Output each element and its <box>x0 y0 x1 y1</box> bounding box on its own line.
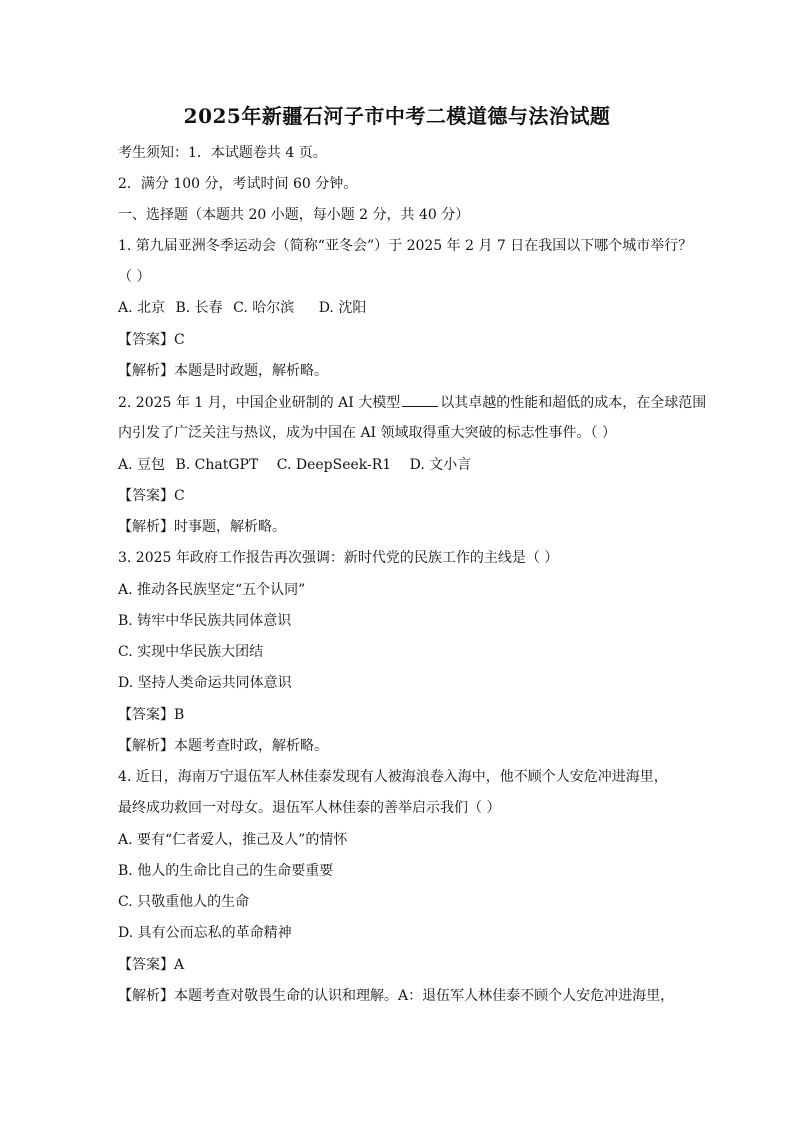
question-3-option-b: B. 铸牢中华民族共同体意识 <box>118 613 292 629</box>
question-4-analysis: 【解析】本题考查对敬畏生命的认识和理解。A：退伍军人林佳泰不顾个人安危冲进海里， <box>118 988 675 1004</box>
question-4-option-b: B. 他人的生命比自己的生命要重要 <box>118 863 334 879</box>
option-d: D. 文小言 <box>409 457 472 473</box>
question-3-option-d: D. 坚持人类命运共同体意识 <box>118 675 292 691</box>
option-a: A. 北京 <box>118 300 166 316</box>
question-3-analysis: 【解析】本题考查时政，解析略。 <box>118 738 328 754</box>
fill-blank <box>402 392 438 407</box>
question-4-option-a: A. 要有“仁者爱人，推己及人”的情怀 <box>118 832 348 848</box>
question-3-answer: 【答案】B <box>118 707 185 723</box>
question-3-stem: 3. 2025 年政府工作报告再次强调：新时代党的民族工作的主线是（ ） <box>118 550 559 566</box>
option-a: A. 豆包 <box>118 457 166 473</box>
question-1-analysis: 【解析】本题是时政题，解析略。 <box>118 363 328 379</box>
question-2-stem-line-2: 内引发了广泛关注与热议，成为中国在 AI 领域取得重大突破的标志性事件。（ ） <box>118 425 616 441</box>
document-title: 2025年新疆石河子市中考二模道德与法治试题 <box>183 104 611 128</box>
question-2-analysis: 【解析】时事题，解析略。 <box>118 519 286 535</box>
question-1-stem: 1. 第九届亚洲冬季运动会（简称“亚冬会”）于 2025 年 2 月 7 日在我国以下哪个城市举行？ <box>118 238 693 254</box>
question-4-answer: 【答案】A <box>118 957 185 973</box>
question-2-answer: 【答案】C <box>118 488 185 504</box>
question-4-option-d: D. 具有公而忘私的革命精神 <box>118 925 292 941</box>
question-2-stem-part-a: 2. 2025 年 1 月，中国企业研制的 AI 大模型 <box>118 395 401 411</box>
question-2-stem-part-b: 以其卓越的性能和超低的成本，在全球范围 <box>440 395 707 411</box>
question-1-stem-bracket: （ ） <box>118 269 151 285</box>
question-1-options <box>118 298 698 318</box>
question-2-stem <box>118 392 707 413</box>
section-heading: 一、选择题（本题共 20 小题，每小题 2 分，共 40 分） <box>118 207 470 223</box>
question-3-option-a: A. 推动各民族坚定“五个认同” <box>118 582 306 598</box>
question-4-stem: 4. 近日，海南万宁退伍军人林佳泰发现有人被海浪卷入海中，他不顾个人安危冲进海里， <box>118 769 668 785</box>
option-d: D. 沈阳 <box>318 300 367 316</box>
question-3-option-c: C. 实现中华民族大团结 <box>118 644 264 660</box>
option-b: B. 长春 <box>175 300 223 316</box>
question-2-options <box>118 455 698 475</box>
question-4-option-c: C. 只敬重他人的生命 <box>118 894 250 910</box>
option-c: C. DeepSeek-R1 <box>276 457 392 473</box>
notice-line-1: 考生须知：1．本试题卷共 4 页。 <box>118 145 327 161</box>
option-b: B. ChatGPT <box>175 457 259 473</box>
question-1-answer: 【答案】C <box>118 332 185 348</box>
question-4-stem-line-2: 最终成功救回一对母女。退伍军人林佳泰的善举启示我们（ ） <box>118 800 501 816</box>
notice-line-2: 2．满分 100 分，考试时间 60 分钟。 <box>118 176 358 192</box>
option-c: C. 哈尔滨 <box>233 300 295 316</box>
